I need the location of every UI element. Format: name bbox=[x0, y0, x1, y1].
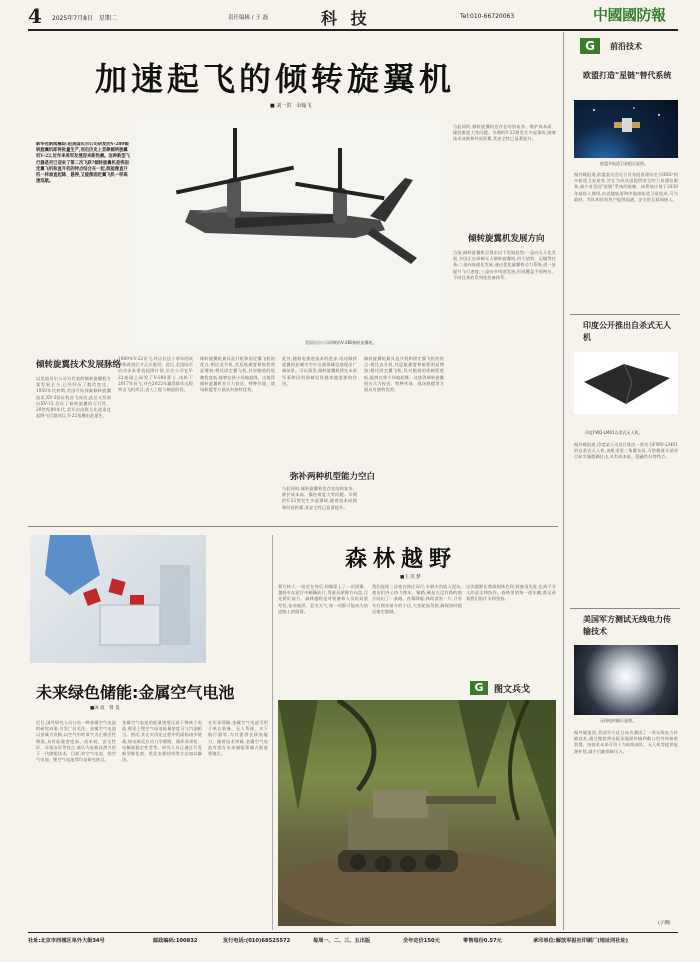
main-col-1: 以美国贝尔公司为代表的倾转旋翼机方案发展至今,已经经历了数代变迁。1950年代初期,美国开始探索倾转旋翼技术,XV-3验证机首飞成功,此后又发展出XV-15,验证了倾转旋翼的可行性。20世纪80年代,美军启动联合先进垂直起降飞行器项目,V-22鱼鹰由此诞生。 bbox=[36, 376, 111, 419]
lead-paragraph: 新华社新闻稿说:由美国贝尔公司研发的V-280倾转旋翼机即将批量生产,而后历史上首款倾转旋翼机V-22,近年来美军发展迎来新热潮。这种新型飞行器是否已迎来了第二次飞跃?倾转旋翼机是将固定翼飞机和直升机的特点结合在一起,既能像直升机一样垂直起降、悬停,又能像固定翼飞机一样高速巡航。 bbox=[36, 142, 130, 185]
subheading-fill-gap: 弥补两种机型能力空白 bbox=[290, 472, 376, 482]
subheading-tech-history: 倾转旋翼技术发展脉络 bbox=[36, 360, 122, 370]
column-tag-logo-icon: G bbox=[470, 681, 488, 695]
sidebar-item2-body: 据外媒报道,印度某公司近日推出一款名为FWD-LM01的自杀式无人机,该机采用三角翼布局,可搭载战斗部对目标实施精确打击,具有成本低、隐蔽性好等特点。 bbox=[574, 442, 678, 460]
sidebar-header bbox=[580, 38, 680, 56]
battery-photo bbox=[30, 535, 206, 663]
satellite-caption: 欧盟多轨道卫星组示意图。 bbox=[600, 161, 648, 166]
brand-logo: 中國國防報 bbox=[593, 6, 666, 24]
main-byline: ■ 刘一洪 余翰飞 bbox=[270, 103, 312, 109]
sidebar-author: (子渊) bbox=[658, 921, 671, 926]
satellite-photo bbox=[574, 100, 678, 158]
footer-printer: 承印单位:解放军报社印刷厂(地址同社址) bbox=[533, 938, 629, 944]
wireless-photo bbox=[574, 645, 678, 715]
sidebar-rule-2 bbox=[570, 608, 680, 609]
sidebar-item1-body: 据外媒报道,欧盟委员会近日宣布批准建设名为IRIS²的多轨道卫星星座,旨在为成员国提供安全的卫星通信服务,减少对美国"星链"系统的依赖。该系统计划于2030年前投入使用,由近地轨道和中地球轨道卫星组成,可为政府、军队和民间用户提供高速、安全的互联网接入。 bbox=[574, 172, 678, 202]
sidebar-title: 前沿技术 bbox=[610, 42, 642, 51]
footer-price: 全年定价150元 bbox=[403, 938, 440, 944]
forest-byline: ■王 笑 梦 bbox=[400, 575, 421, 580]
column-tag bbox=[470, 680, 556, 698]
sidebar-item1-title: 欧盟打造"星链"替代系统 bbox=[583, 71, 672, 80]
satellite-icon bbox=[574, 100, 678, 158]
drone-caption: 印度FWD-LM01自杀式无人机。 bbox=[585, 430, 643, 435]
forest-title: 森林越野 bbox=[345, 547, 458, 572]
sidebar-logo-icon: G bbox=[580, 38, 600, 54]
main-title: 加速起飞的倾转旋翼机 bbox=[95, 60, 456, 98]
aircraft-photo bbox=[135, 118, 440, 350]
footer-dept: 发行电话:(010)68525572 bbox=[223, 938, 291, 944]
page-header bbox=[28, 6, 678, 28]
section-title: 科 技 bbox=[321, 9, 371, 28]
main-col-right-2: 当前,倾转旋翼机呈现出以下发展趋势:一是向无人化发展,多国正在研制无人倾转旋翼机,用于侦察、运输等任务;二是向高速化发展,通过优化旋翼和动力系统,进一步提升飞行速度;三是向多用途发展,形成覆盖不同吨位、不同任务的系列化装备体系。 bbox=[453, 250, 556, 280]
footer-retail: 零售每份0.57元 bbox=[463, 938, 502, 944]
column-tag-label: 图文兵戈 bbox=[494, 685, 531, 695]
tiltrotor-aircraft-icon bbox=[135, 118, 440, 350]
footer-rule bbox=[28, 932, 678, 933]
tank-in-forest-icon bbox=[278, 700, 556, 926]
footer-schedule: 每周一、二、三、五出版 bbox=[313, 938, 371, 944]
sidebar-item3-title: 美国军方测试无线电力传输技术 bbox=[583, 615, 671, 636]
issue-date: 2025年7月8日 星期二 bbox=[52, 15, 117, 22]
forest-col-3: 这次越野让我深刻体会到,装备再先进,也离不开人的意志和协作。森林里的每一道车辙,都记录着我们的汗水和坚持。 bbox=[466, 584, 556, 602]
battery-title: 未来绿色储能:金属空气电池 bbox=[36, 683, 235, 702]
forest-col-1: 那片林子,一站近在身后,却像蒙上了一层迷雾。越野车在泥泞中颠簸前行,驾驶员紧握方向盘,目光紧盯前方。森林越野是对装备和人员的双重考验,复杂地形、恶劣天气,每一项都可能成为前进路上的阻碍。 bbox=[278, 584, 368, 614]
header-rule bbox=[28, 29, 678, 31]
battery-col-1: 近日,国外研究人员公布一种金属空气电池的研究成果,引发广泛关注。金属空气电池以金属为负极,以空气中的氧气为正极活性物质,具有能量密度高、成本低、安全性好、环境友好等优点,被认为是极具潜力的下一代储能技术。目前,锌空气电池、铝空气电池、锂空气电池等均是研究热点。 bbox=[36, 720, 116, 763]
main-col-3: 倾转旋翼机兼具直升机和固定翼飞机的优点:相比直升机,其巡航速度和航程明显增加;相比固定翼飞机,其对跑道的依赖程度低,能够在狭小场地起降。这使得倾转旋翼机在兵力投送、特种作战、战场救援等方面具有独特优势。 bbox=[200, 356, 275, 393]
sidebar-item2-title: 印度公开推出自杀式无人机 bbox=[583, 321, 671, 342]
battery-divider bbox=[272, 535, 273, 930]
sidebar-divider bbox=[563, 32, 564, 930]
battery-col-3: 在军事领域,金属空气电池可用于单兵装备、无人系统、水下航行器等,为其提供长续航能力。随着技术突破,金属空气电池有望在未来储能领域占据重要地位。 bbox=[208, 720, 268, 757]
wireless-caption: 无线电传输示意图。 bbox=[600, 718, 636, 723]
battery-col-2: 金属空气电池的能量密度远高于锂离子电池,理论上锂空气电池能量密度可与汽油相当。然而,其在实用化过程中仍面临诸多挑战,如电极反应动力学缓慢、循环寿命短、电解液稳定性差等。研究人员正通过开发新型催化剂、优化电极结构等方法加以解决。 bbox=[122, 720, 202, 763]
editor: 责任编辑 / 王 磊 bbox=[228, 15, 269, 21]
main-col-6: 倾转旋翼机兼具直升机和固定翼飞机的优点:相比直升机,其巡航速度和航程明显增加;相比固定翼飞机,其对跑道的依赖程度低,能够在狭小场地起降。这使得倾转旋翼机在兵力投送、特种作战、战场救援等方面具有独特优势。 bbox=[364, 356, 444, 393]
aircraft-caption: 美国贝尔公司研制的V-280倾转旋翼机。 bbox=[305, 340, 377, 345]
drone-photo bbox=[574, 352, 678, 414]
forest-col-2: 我们连续三昼夜在林区穿行,车辆多次陷入泥坑,战友们齐心协力推车、铺路,硬是在没有路的地方闯出了一条路。夜幕降临,林间漆黑一片,只有车灯照亮前方的小径,大家轮流驾驶,确保按时抵达指定地域。 bbox=[372, 584, 462, 614]
page-number: 4 bbox=[28, 4, 42, 28]
lab-battery-icon bbox=[30, 535, 206, 663]
main-col-2: 1989年V-22首飞,经历长达十余年的试验和改进后才正式服役。此后,美国陆军启动未来垂直起降计划,贝尔公司在V-22基础上研发了V-280勇士,该机于2017年首飞,并在2022年赢得陆军远程突击飞机项目,进入工程与制造阶段。 bbox=[118, 356, 193, 393]
footer bbox=[28, 937, 678, 949]
main-col-4: 此外,随着电推进技术的进步,电动倾转旋翼机在城市空中交通领域也展现出广阔前景。可以预见,倾转旋翼机将在未来军事和民用领域发挥越来越重要的作用。 bbox=[282, 356, 357, 386]
footer-address: 社址:北京市西城区阜外大街34号 bbox=[28, 938, 105, 944]
phone: Tel:010-66720063 bbox=[460, 13, 515, 20]
sidebar-item3-body: 据外媒报道,美国军方近日成功测试了一项无线电力传输技术,通过微波将电能从地面传输到数公里外的接收装置。该技术未来可用于为前线部队、无人机等提供能源补给,减少后勤保障压力。 bbox=[574, 730, 678, 754]
main-col-5: 与此同时,倾转旋翼机也存在结构复杂、维护成本高、操控难度大等问题。早期的V-22曾发生多起事故,随着技术成熟和经验积累,其安全性已显著提升。 bbox=[282, 486, 357, 510]
drone-icon bbox=[574, 352, 678, 414]
battery-byline: ■沐 宸 曾 昊 bbox=[90, 706, 120, 711]
main-bottom-rule bbox=[28, 526, 558, 527]
sidebar-rule-1 bbox=[570, 314, 680, 315]
footer-postcode: 邮政编码:100832 bbox=[153, 938, 198, 944]
forest-photo bbox=[278, 700, 556, 926]
main-col-right-1: 与此同时,倾转旋翼机也存在结构复杂、维护成本高、操控难度大等问题。早期的V-22曾发生多起事故,随着技术成熟和经验积累,其安全性已显著提升。 bbox=[453, 124, 556, 142]
subheading-development-direction: 倾转旋翼机发展方向 bbox=[468, 234, 545, 244]
